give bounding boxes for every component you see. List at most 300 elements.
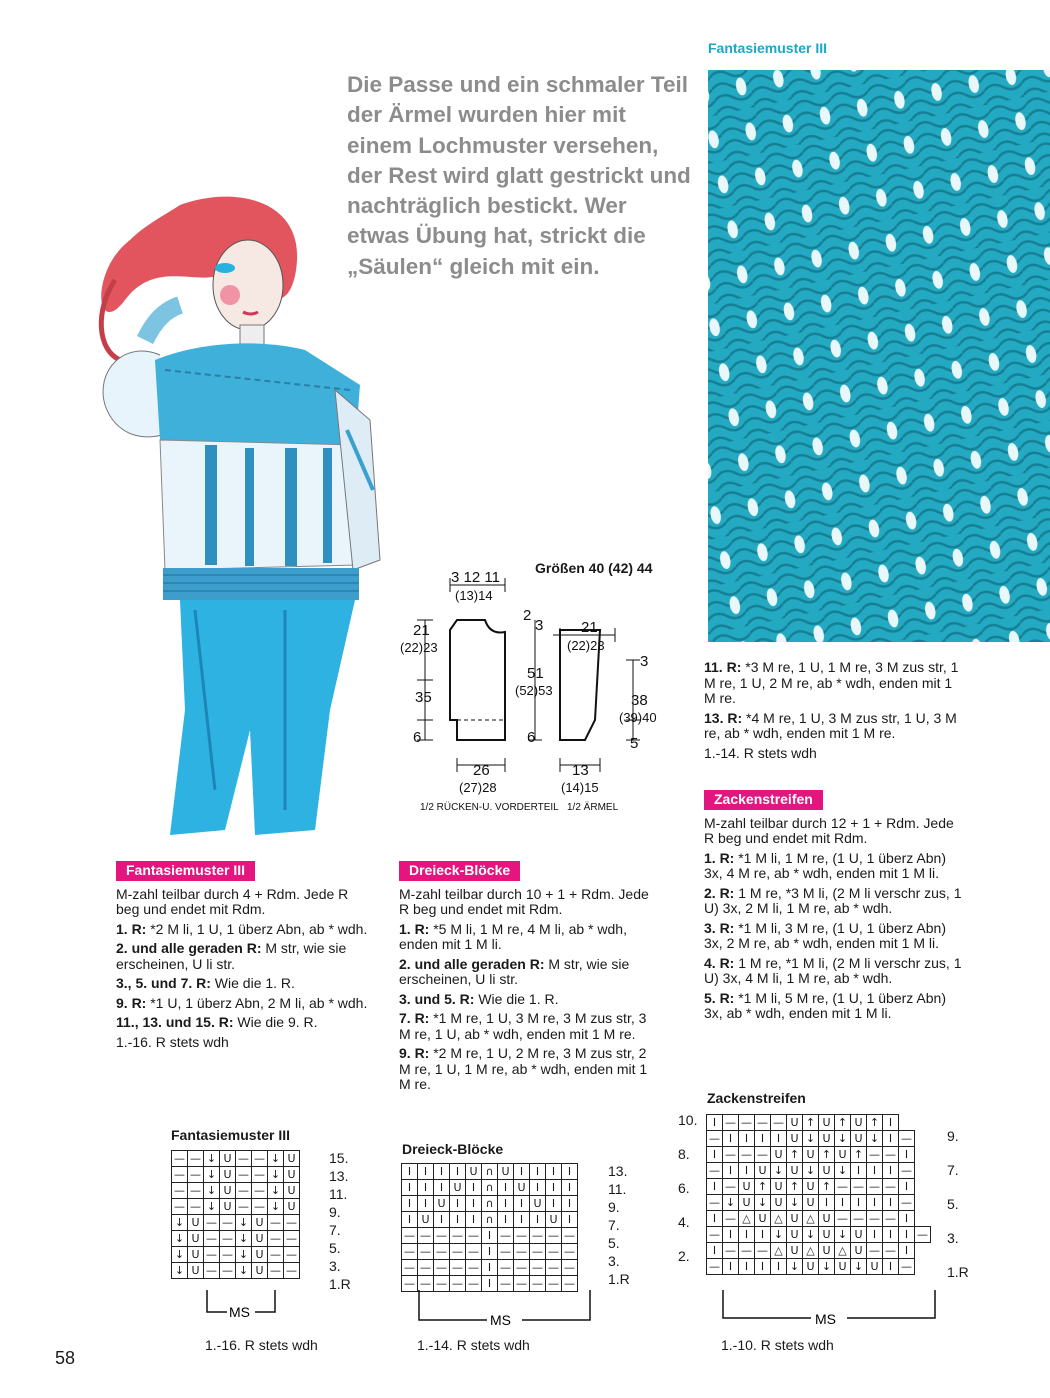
chart-cell: I [723, 1163, 739, 1179]
chart-cell: — [402, 1228, 418, 1244]
chart-cell: ↓ [835, 1227, 851, 1243]
chart-cell: — [418, 1244, 434, 1260]
chart-cell: U [220, 1199, 236, 1215]
chart-cell: ↓ [771, 1163, 787, 1179]
chart-cell: — [498, 1276, 514, 1292]
row-heading: 13. R: [704, 709, 743, 726]
row-text: *4 M re, 1 U, 3 M zus str, 1 U, 3 M re, ab * wdh, enden mit 1 M re. [704, 709, 957, 741]
chart-cell: U [188, 1247, 204, 1263]
zacken-chart-title: Zackenstreifen [707, 1090, 806, 1106]
chart-cell: — [867, 1179, 883, 1195]
chart-cell: — [418, 1276, 434, 1292]
instruction-line [116, 922, 374, 938]
chart-cell: — [434, 1260, 450, 1276]
zacken-label: Zackenstreifen [704, 790, 823, 810]
row-heading: 2. und alle geraden R: [399, 955, 545, 972]
instruction-line [399, 957, 657, 988]
chart-cell: — [450, 1260, 466, 1276]
sizes-title: Größen 40 (42) 44 [535, 560, 653, 576]
dim-armhole: 21 [413, 622, 430, 639]
chart-cell: I [434, 1212, 450, 1228]
chart-cell: — [771, 1115, 787, 1131]
dim-sleeve-length-sizes: (39)40 [619, 710, 657, 725]
chart-row [707, 1163, 931, 1179]
instruction-line [116, 887, 374, 918]
chart-cell: — [739, 1243, 755, 1259]
chart-cell: I [434, 1180, 450, 1196]
chart-cell: I [562, 1164, 578, 1180]
chart-cell: I [755, 1131, 771, 1147]
chart-cell: I [899, 1147, 915, 1163]
chart-cell: △ [835, 1243, 851, 1259]
chart-cell: — [188, 1183, 204, 1199]
dim-body-width-sizes: (27)28 [459, 780, 497, 795]
chart-cell: U [803, 1179, 819, 1195]
chart-cell: — [739, 1147, 755, 1163]
sizing-schematic [395, 570, 665, 820]
chart-cell: U [819, 1211, 835, 1227]
chart-cell: — [867, 1147, 883, 1163]
chart-cell: I [514, 1196, 530, 1212]
chart-cell: — [204, 1231, 220, 1247]
chart-cell: ∩ [482, 1180, 498, 1196]
chart-cell: ↓ [787, 1259, 803, 1275]
instruction-line [399, 1011, 657, 1042]
chart-row [707, 1147, 931, 1163]
body-piece-label: 1/2 RÜCKEN-U. VORDERTEIL [420, 802, 559, 813]
row-text: M-zahl teilbar durch 4 + Rdm. Jede R beg und endet mit Rdm. [116, 885, 349, 917]
chart-cell: — [723, 1179, 739, 1195]
row-label: 1.R [947, 1264, 969, 1280]
chart-cell: — [204, 1247, 220, 1263]
row-text: Wie die 1. R. [210, 975, 295, 991]
row-label: 11. [608, 1181, 627, 1197]
row-label: 13. [329, 1168, 349, 1184]
chart-cell: — [546, 1260, 562, 1276]
chart-cell: — [434, 1228, 450, 1244]
row-heading: 2. R: [704, 884, 735, 901]
chart-cell: I [402, 1164, 418, 1180]
chart-cell: — [755, 1243, 771, 1259]
chart-cell: I [867, 1163, 883, 1179]
chart-cell: — [284, 1231, 300, 1247]
chart-cell: ↓ [268, 1167, 284, 1183]
chart-cell: I [867, 1195, 883, 1211]
chart-row [402, 1260, 578, 1276]
chart-cell: — [755, 1115, 771, 1131]
instruction-line [704, 886, 962, 917]
row-text: 1 M re, *1 M li, (2 M li verschr zus, 1 U) 3x, 4 M li, 1 M re, ab * wdh. [704, 954, 962, 986]
chart-cell: △ [771, 1243, 787, 1259]
chart-cell: — [172, 1167, 188, 1183]
chart-cell: U [530, 1196, 546, 1212]
chart-row [172, 1215, 300, 1231]
chart-cell: U [220, 1183, 236, 1199]
chart-cell: △ [803, 1211, 819, 1227]
dim-neck-3: 3 [535, 617, 544, 634]
chart-cell: ↓ [803, 1163, 819, 1179]
chart-cell: ↓ [172, 1263, 188, 1279]
chart-cell: U [188, 1231, 204, 1247]
chart-cell: U [755, 1211, 771, 1227]
chart-cell: — [172, 1151, 188, 1167]
chart-cell: — [498, 1244, 514, 1260]
row-text: *2 M li, 1 U, 1 überz Abn, ab * wdh. [146, 920, 368, 937]
chart-row [402, 1164, 578, 1180]
dim-sleeve-length: 38 [631, 692, 648, 709]
dim-cuff-sizes: (14)15 [561, 780, 599, 795]
chart-row [172, 1199, 300, 1215]
chart-cell: U [220, 1151, 236, 1167]
chart-row [707, 1115, 931, 1131]
chart-cell: I [466, 1180, 482, 1196]
chart-cell: — [236, 1167, 252, 1183]
row-label: 3. [329, 1258, 341, 1274]
chart-cell: — [188, 1199, 204, 1215]
dreieck-chart [401, 1163, 578, 1292]
chart-cell: ↓ [236, 1231, 252, 1247]
chart-cell: — [466, 1260, 482, 1276]
chart-row [172, 1231, 300, 1247]
chart-cell: ↓ [835, 1131, 851, 1147]
chart-cell: — [562, 1260, 578, 1276]
chart-cell: I [482, 1276, 498, 1292]
chart-cell: I [530, 1180, 546, 1196]
chart-cell: I [755, 1259, 771, 1275]
chart-cell: — [546, 1276, 562, 1292]
chart-cell: I [482, 1260, 498, 1276]
row-heading: 5. R: [704, 989, 735, 1006]
chart-cell: I [771, 1131, 787, 1147]
instruction-line [399, 922, 657, 953]
chart-cell: — [402, 1276, 418, 1292]
chart-row [402, 1212, 578, 1228]
chart-cell: I [739, 1259, 755, 1275]
row-label: 7. [947, 1162, 959, 1178]
chart-cell: I [883, 1131, 899, 1147]
dim-body-width: 26 [473, 762, 490, 779]
instruction-line [399, 1046, 657, 1093]
chart-row [707, 1259, 931, 1275]
chart-cell: I [530, 1164, 546, 1180]
chart-cell: U [771, 1179, 787, 1195]
chart-cell: U [252, 1263, 268, 1279]
chart-cell: U [546, 1212, 562, 1228]
chart-cell: U [252, 1215, 268, 1231]
chart-cell: — [707, 1259, 723, 1275]
chart-row [172, 1167, 300, 1183]
chart-cell: — [172, 1183, 188, 1199]
row-text: Wie die 1. R. [474, 990, 559, 1007]
chart-cell: — [530, 1228, 546, 1244]
instruction-line [704, 711, 962, 742]
chart-cell: — [188, 1167, 204, 1183]
row-text: *5 M li, 1 M re, 4 M li, ab * wdh, enden mit 1 M li. [399, 920, 627, 952]
dreieck-ms: MS [490, 1312, 511, 1328]
chart-cell: I [723, 1259, 739, 1275]
chart-row [402, 1196, 578, 1212]
chart-cell: — [723, 1115, 739, 1131]
chart-cell: U [284, 1183, 300, 1199]
chart-cell: ↓ [172, 1247, 188, 1263]
row-heading: 9. R: [399, 1045, 430, 1061]
chart-cell: U [284, 1167, 300, 1183]
instruction-line [704, 991, 962, 1022]
chart-cell: — [220, 1263, 236, 1279]
row-heading: 2. und alle geraden R: [116, 940, 262, 956]
row-label: 9. [608, 1199, 620, 1215]
chart-cell: — [466, 1276, 482, 1292]
chart-cell: U [220, 1167, 236, 1183]
chart-cell: △ [803, 1243, 819, 1259]
chart-cell: I [707, 1115, 723, 1131]
chart-cell: I [562, 1196, 578, 1212]
chart-cell: U [739, 1195, 755, 1211]
chart-cell: U [819, 1227, 835, 1243]
chart-cell: ↓ [172, 1215, 188, 1231]
chart-row [707, 1243, 931, 1259]
chart-cell: — [450, 1244, 466, 1260]
dim-shoulder-sizes: (13)14 [455, 588, 493, 603]
row-label: 10. [678, 1112, 698, 1128]
chart-cell: I [546, 1196, 562, 1212]
chart-cell: ↓ [236, 1247, 252, 1263]
chart-cell: — [236, 1199, 252, 1215]
chart-cell: I [739, 1131, 755, 1147]
chart-cell: — [867, 1211, 883, 1227]
chart-cell: U [787, 1115, 803, 1131]
row-label: 13. [608, 1163, 628, 1179]
dim-cuff: 13 [572, 762, 589, 779]
chart-cell: — [450, 1228, 466, 1244]
row-heading: 9. R: [116, 994, 147, 1011]
chart-cell: I [707, 1211, 723, 1227]
chart-cell: U [514, 1180, 530, 1196]
row-text: *1 M li, 3 M re, (1 U, 1 überz Abn) 3x, 2 M re, ab * wdh, enden mit 1 M li. [704, 919, 946, 951]
chart-cell: — [466, 1228, 482, 1244]
row-label: 5. [608, 1235, 620, 1251]
fantasie-chart-note: 1.-16. R stets wdh [205, 1337, 318, 1353]
chart-cell: I [755, 1227, 771, 1243]
row-label: 5. [947, 1196, 959, 1212]
chart-cell: I [562, 1212, 578, 1228]
chart-cell: — [284, 1215, 300, 1231]
chart-row [707, 1195, 931, 1211]
chart-cell: ↓ [803, 1227, 819, 1243]
row-heading: 3., 5. und 7. R: [116, 975, 211, 991]
instruction-line [704, 956, 962, 987]
chart-cell: U [851, 1227, 867, 1243]
chart-cell: ↓ [787, 1195, 803, 1211]
row-label: 3. [947, 1230, 959, 1246]
chart-cell: ↓ [204, 1151, 220, 1167]
dreieck-ms-bracket [417, 1290, 592, 1330]
instruction-line [399, 992, 657, 1008]
row-heading: 11. R: [704, 659, 742, 675]
chart-row [172, 1247, 300, 1263]
chart-cell: U [851, 1131, 867, 1147]
chart-cell: — [723, 1211, 739, 1227]
chart-row [402, 1244, 578, 1260]
instruction-line [399, 887, 657, 918]
chart-cell: — [707, 1163, 723, 1179]
chart-cell: I [546, 1164, 562, 1180]
chart-cell: ↑ [787, 1179, 803, 1195]
chart-row [707, 1131, 931, 1147]
row-label: 9. [329, 1204, 341, 1220]
chart-cell: U [851, 1243, 867, 1259]
row-label: 1.R [329, 1276, 351, 1292]
chart-cell: U [252, 1231, 268, 1247]
chart-cell: I [402, 1196, 418, 1212]
chart-cell: U [284, 1199, 300, 1215]
instruction-line [116, 941, 374, 972]
chart-cell: — [546, 1228, 562, 1244]
chart-cell: U [466, 1164, 482, 1180]
row-label: 3. [608, 1253, 620, 1269]
chart-cell: I [883, 1163, 899, 1179]
chart-cell: — [466, 1244, 482, 1260]
chart-cell: — [835, 1179, 851, 1195]
chart-cell: U [284, 1151, 300, 1167]
instruction-line [116, 1035, 374, 1051]
chart-cell: U [803, 1147, 819, 1163]
chart-cell: U [803, 1259, 819, 1275]
chart-cell: U [819, 1131, 835, 1147]
chart-cell: ↑ [819, 1179, 835, 1195]
chart-cell: — [562, 1244, 578, 1260]
chart-cell: — [450, 1276, 466, 1292]
chart-cell: — [252, 1183, 268, 1199]
chart-cell: I [819, 1195, 835, 1211]
fantasie-ms-bracket [205, 1290, 277, 1330]
chart-cell: — [899, 1163, 915, 1179]
chart-cell: ↓ [755, 1195, 771, 1211]
chart-cell: ↑ [851, 1147, 867, 1163]
row-text: 1.-16. R stets wdh [116, 1033, 229, 1050]
chart-cell: — [284, 1247, 300, 1263]
chart-cell: U [188, 1215, 204, 1231]
chart-cell: I [899, 1179, 915, 1195]
row-heading: 3. und 5. R: [399, 990, 475, 1007]
chart-cell: — [236, 1151, 252, 1167]
chart-cell: ↑ [755, 1179, 771, 1195]
chart-cell: I [450, 1196, 466, 1212]
row-heading: 7. R: [399, 1010, 430, 1026]
chart-cell: ↓ [236, 1263, 252, 1279]
row-label: 7. [329, 1222, 341, 1238]
chart-cell: I [450, 1212, 466, 1228]
chart-cell: I [723, 1131, 739, 1147]
chart-cell: U [787, 1211, 803, 1227]
chart-cell: — [514, 1260, 530, 1276]
chart-cell: ↓ [851, 1259, 867, 1275]
chart-cell: U [835, 1259, 851, 1275]
instruction-line [704, 921, 962, 952]
chart-cell: — [252, 1167, 268, 1183]
chart-cell: — [402, 1260, 418, 1276]
chart-cell: U [252, 1247, 268, 1263]
dim-sleeve-cap: 3 [640, 653, 649, 670]
chart-row [402, 1228, 578, 1244]
chart-cell: △ [739, 1211, 755, 1227]
chart-cell: U [498, 1164, 514, 1180]
chart-row [707, 1227, 931, 1243]
chart-cell: — [284, 1263, 300, 1279]
chart-cell: — [707, 1195, 723, 1211]
chart-cell: I [402, 1180, 418, 1196]
chart-cell: I [899, 1227, 915, 1243]
chart-cell: — [867, 1243, 883, 1259]
chart-cell: I [402, 1212, 418, 1228]
dim-total-length: 51 [527, 665, 544, 682]
row-label: 8. [678, 1146, 690, 1162]
chart-cell: — [514, 1276, 530, 1292]
chart-row [707, 1211, 931, 1227]
chart-cell: ↓ [268, 1199, 284, 1215]
page-number: 58 [55, 1348, 76, 1368]
zacken-chart [706, 1114, 931, 1275]
chart-cell: U [835, 1147, 851, 1163]
instruction-line [704, 816, 962, 847]
chart-cell: — [220, 1247, 236, 1263]
fantasie-continued [704, 660, 962, 765]
row-label: 6. [678, 1180, 690, 1196]
chart-cell: I [867, 1227, 883, 1243]
chart-cell: ↓ [204, 1199, 220, 1215]
chart-cell: ↓ [268, 1151, 284, 1167]
chart-cell: — [498, 1228, 514, 1244]
chart-cell: — [498, 1260, 514, 1276]
chart-cell: — [739, 1115, 755, 1131]
chart-cell: — [188, 1151, 204, 1167]
chart-cell: I [739, 1163, 755, 1179]
chart-cell: U [771, 1195, 787, 1211]
row-label: 2. [678, 1248, 690, 1264]
chart-row [707, 1179, 931, 1195]
chart-cell: ↓ [268, 1183, 284, 1199]
row-label: 15. [329, 1150, 349, 1166]
chart-cell: — [899, 1195, 915, 1211]
chart-cell: — [755, 1147, 771, 1163]
chart-cell: — [562, 1228, 578, 1244]
row-text: *1 M li, 1 M re, (1 U, 1 überz Abn) 3x, 4 M re, ab * wdh, enden mit 1 M li. [704, 849, 946, 881]
dim-shoulder: 3 12 11 [451, 570, 500, 586]
chart-cell: I [851, 1195, 867, 1211]
row-heading: 11., 13. und 15. R: [116, 1014, 234, 1030]
dim-sleeve-rib: 5 [630, 735, 639, 752]
chart-cell: ↓ [803, 1131, 819, 1147]
row-text: *1 U, 1 überz Abn, 2 M li, ab * wdh. [146, 994, 368, 1011]
chart-cell: I [771, 1259, 787, 1275]
chart-cell: U [819, 1163, 835, 1179]
chart-cell: — [883, 1147, 899, 1163]
row-heading: 4. R: [704, 954, 735, 971]
sweater-illustration [85, 190, 385, 850]
dim-sleeve-top-sizes: (22)23 [567, 638, 605, 653]
zacken-ms-bracket [721, 1290, 937, 1330]
chart-cell: I [883, 1195, 899, 1211]
chart-cell: I [482, 1244, 498, 1260]
chart-cell: I [530, 1212, 546, 1228]
chart-cell: — [835, 1211, 851, 1227]
instruction-line [704, 746, 962, 762]
row-text: *3 M re, 1 U, 1 M re, 3 M zus str, 1 M re, 1 U, 2 M re, ab * wdh, enden mit 1 M re. [704, 659, 959, 706]
row-label: 5. [329, 1240, 341, 1256]
chart-cell: ↓ [172, 1231, 188, 1247]
chart-cell: I [514, 1212, 530, 1228]
zacken-chart-note: 1.-10. R stets wdh [721, 1337, 834, 1353]
